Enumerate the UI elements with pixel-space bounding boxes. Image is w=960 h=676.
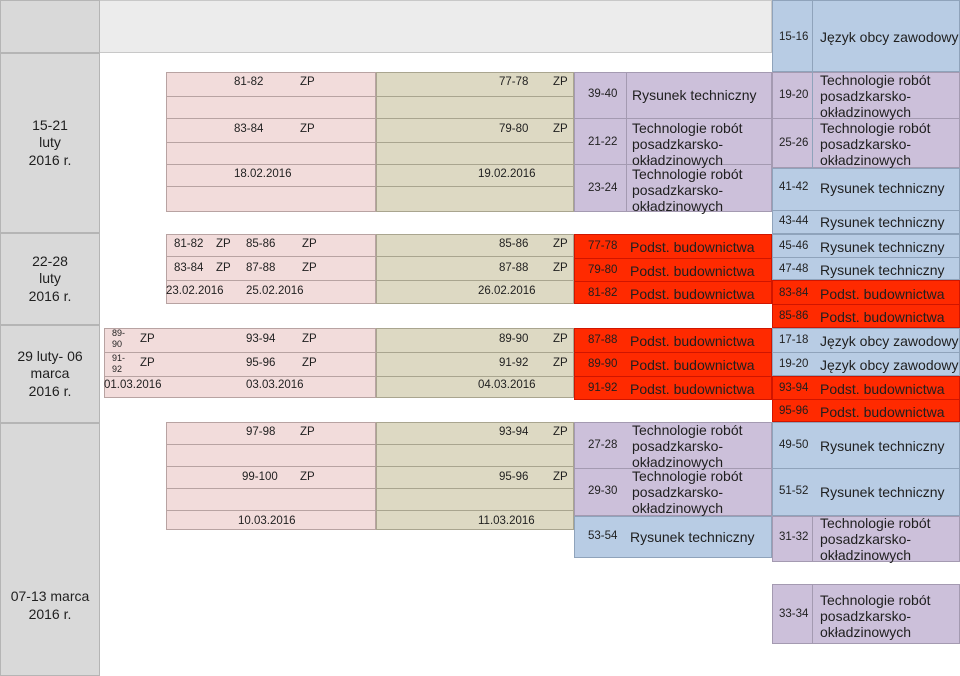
subject-label: Rysunek techniczny [630,529,755,545]
zp-label: ZP [553,238,568,250]
divider [772,304,960,305]
zp-label: ZP [553,357,568,369]
date-label: 11.03.2016 [478,515,535,527]
class-block[interactable] [376,234,574,304]
lesson-number: 49-50 [779,439,809,451]
zp-label: ZP [140,357,155,369]
class-block[interactable] [772,422,960,516]
zp-label: ZP [216,238,231,250]
subject-label: Technologie robót posadzkarsko- okładzinowych [632,422,743,470]
lesson-number: 95-96 [246,357,276,369]
divider [166,280,376,281]
lesson-number: 87-88 [499,262,529,274]
divider [166,488,376,489]
divider [772,352,960,353]
lesson-number: 31-32 [779,531,809,543]
lesson-number: 87-88 [246,262,276,274]
lesson-number: 81-82 [174,238,204,250]
lesson-number: 99-100 [242,471,278,483]
lesson-number: 79-80 [588,264,618,276]
zp-label: ZP [302,238,317,250]
zp-label: ZP [553,471,568,483]
subject-label: Rysunek techniczny [820,180,945,196]
lesson-number: 89-90 [499,333,529,345]
zp-label: ZP [216,262,231,274]
lesson-number: 83-84 [234,123,264,135]
divider [376,256,574,257]
zp-label: ZP [300,426,315,438]
divider [376,142,574,143]
lesson-number: 87-88 [588,334,618,346]
subject-label: Rysunek techniczny [820,214,945,230]
lesson-number: 27-28 [588,439,618,451]
week-label: 15-21 luty 2016 r. [0,53,100,233]
lesson-number: 91-92 [499,357,529,369]
divider [166,256,376,257]
lesson-number: 83-84 [174,262,204,274]
lesson-number: 81-82 [234,76,264,88]
lesson-number: 19-20 [779,358,809,370]
week-label: 22-28 luty 2016 r. [0,233,100,325]
subject-label: Podst. budownictwa [630,333,755,349]
subject-label: Technologie robót posadzkarsko- okładzinowych [820,515,931,563]
divider [772,257,960,258]
subject-label: Podst. budownictwa [820,309,945,325]
lesson-number: 23-24 [588,182,618,194]
divider [812,584,813,644]
zp-label: ZP [553,426,568,438]
zp-label: ZP [302,333,317,345]
subject-label: Podst. budownictwa [820,404,945,420]
zp-label: ZP [302,262,317,274]
week-label: 29 luty- 06 marca 2016 r. [0,325,100,423]
divider [574,118,772,119]
lesson-number: 77-78 [588,240,618,252]
divider [376,186,574,187]
divider [772,399,960,400]
subject-label: Technologie robót posadzkarsko- okładzinowych [820,72,931,120]
lesson-number: 19-20 [779,89,809,101]
lesson-number: 41-42 [779,181,809,193]
class-block[interactable] [376,328,574,398]
divider [166,142,376,143]
subject-label: Podst. budownictwa [630,357,755,373]
lesson-number: 53-54 [588,530,618,542]
date-label: 19.02.2016 [478,168,536,180]
subject-label: Język obcy zawodowy [820,333,959,349]
divider [166,510,376,511]
lesson-number: 91- 92 [112,353,126,374]
divider [376,280,574,281]
divider [166,466,376,467]
subject-label: Język obcy zawodowy [820,29,959,45]
lesson-number: 79-80 [499,123,529,135]
divider [376,352,574,353]
zp-label: ZP [300,471,315,483]
divider [376,488,574,489]
divider [166,444,376,445]
date-label: 26.02.2016 [478,285,536,297]
divider [166,164,376,165]
subject-label: Technologie robót posadzkarsko- okładzinowych [632,468,743,516]
divider [376,118,574,119]
zp-label: ZP [553,76,568,88]
subject-label: Rysunek techniczny [820,262,945,278]
divider [104,352,376,353]
subject-label: Podst. budownictwa [630,263,755,279]
lesson-number: 97-98 [246,426,276,438]
lesson-number: 85-86 [246,238,276,250]
divider [626,72,627,212]
lesson-number: 93-94 [779,382,809,394]
divider [772,210,960,211]
subject-label: Podst. budownictwa [630,286,755,302]
lesson-number: 77-78 [499,76,529,88]
date-label: 10.03.2016 [238,515,296,527]
divider [376,510,574,511]
divider [812,516,813,562]
divider [574,281,772,282]
zp-label: ZP [300,123,315,135]
subject-label: Technologie robót posadzkarsko- okładzinowych [632,166,743,214]
class-block[interactable] [376,422,574,530]
subject-label: Podst. budownictwa [820,381,945,397]
divider [376,164,574,165]
date-label: 04.03.2016 [478,379,536,391]
lesson-number: 85-86 [779,310,809,322]
subject-label: Rysunek techniczny [820,239,945,255]
divider [166,96,376,97]
divider [166,118,376,119]
divider [376,96,574,97]
lesson-number: 95-96 [499,471,529,483]
subject-label: Rysunek techniczny [820,484,945,500]
zp-label: ZP [302,357,317,369]
lesson-number: 17-18 [779,334,809,346]
lesson-number: 93-94 [246,333,276,345]
subject-label: Rysunek techniczny [820,438,945,454]
subject-label: Technologie robót posadzkarsko- okładzinowych [632,120,743,168]
lesson-number: 85-86 [499,238,529,250]
subject-label: Podst. budownictwa [630,381,755,397]
lesson-number: 91-92 [588,382,618,394]
lesson-number: 25-26 [779,137,809,149]
zp-label: ZP [553,262,568,274]
divider [574,258,772,259]
divider [376,444,574,445]
lesson-number: 89-90 [588,358,618,370]
lesson-number: 21-22 [588,136,618,148]
divider [772,468,960,469]
lesson-number: 33-34 [779,608,809,620]
divider [166,186,376,187]
lesson-number: 39-40 [588,88,618,100]
lesson-number: 29-30 [588,485,618,497]
zp-label: ZP [300,76,315,88]
divider [376,376,574,377]
zp-label: ZP [553,333,568,345]
lesson-number: 81-82 [588,287,618,299]
header-gray-strip [0,0,772,53]
header-gray-corner [0,0,100,53]
divider [574,376,772,377]
lesson-number: 47-48 [779,263,809,275]
zp-label: ZP [140,333,155,345]
lesson-number: 51-52 [779,485,809,497]
subject-label: Podst. budownictwa [630,239,755,255]
lesson-number: 15-16 [779,31,809,43]
zp-label: ZP [553,123,568,135]
lesson-number: 89- 90 [112,328,126,349]
date-label: 01.03.2016 [104,379,162,391]
divider [574,352,772,353]
lesson-number: 83-84 [779,287,809,299]
subject-label: Technologie robót posadzkarsko- okładzinowych [820,120,931,168]
lesson-number: 95-96 [779,405,809,417]
lesson-number: 43-44 [779,215,809,227]
divider [104,376,376,377]
date-label: 23.02.2016 [166,285,224,297]
lesson-number: 93-94 [499,426,529,438]
subject-label: Podst. budownictwa [820,286,945,302]
subject-label: Język obcy zawodowy [820,357,959,373]
lesson-number: 45-46 [779,240,809,252]
date-label: 25.02.2016 [246,285,304,297]
date-label: 18.02.2016 [234,168,292,180]
subject-label: Rysunek techniczny [632,87,757,103]
divider [812,0,813,72]
week-label: 07-13 marca 2016 r. [0,423,100,676]
subject-label: Technologie robót posadzkarsko- okładzinowych [820,592,931,640]
divider [376,466,574,467]
date-label: 03.03.2016 [246,379,304,391]
